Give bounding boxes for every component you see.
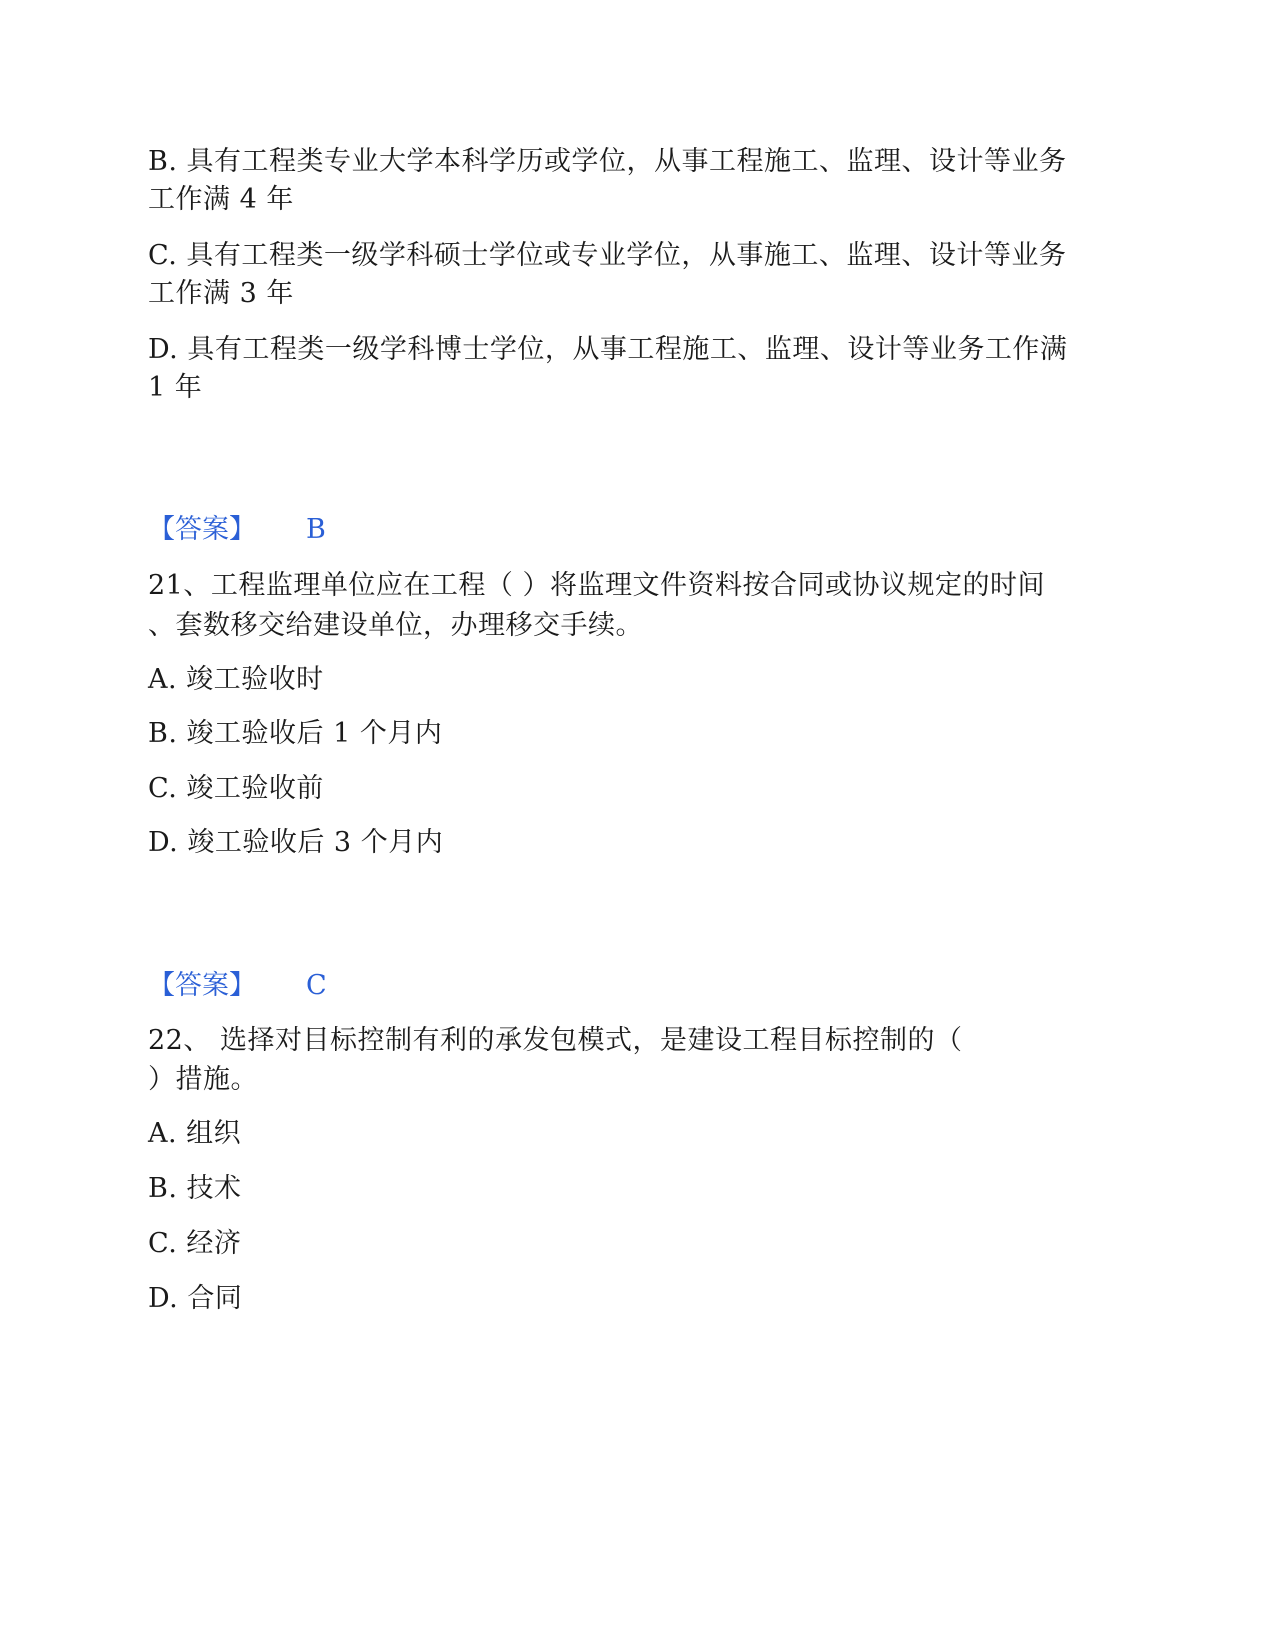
question-22-option-a: A. 组织 xyxy=(148,1118,242,1149)
question-22-option-c: C. 经济 xyxy=(148,1228,242,1259)
answer-value: C xyxy=(306,970,327,1001)
question-21-option-b: B. 竣工验收后 1 个月内 xyxy=(148,718,443,749)
question-22-option-d: D. 合同 xyxy=(148,1283,243,1314)
option-c-line-1: C. 具有工程类一级学科硕士学位或专业学位，从事施工、监理、设计等业务 xyxy=(148,240,1067,271)
question-21-option-d: D. 竣工验收后 3 个月内 xyxy=(148,827,444,858)
question-21-line-2: 、套数移交给建设单位，办理移交手续。 xyxy=(148,610,643,641)
answer-label: 【答案】 xyxy=(148,970,256,1001)
question-22-line-2: ）措施。 xyxy=(148,1064,258,1095)
option-c-line-2: 工作满 3 年 xyxy=(148,278,294,309)
answer-label: 【答案】 xyxy=(148,514,256,545)
question-21-option-a: A. 竣工验收时 xyxy=(148,664,324,695)
answer-value: B xyxy=(306,514,326,545)
question-22-option-b: B. 技术 xyxy=(148,1173,242,1204)
option-b-line-1: B. 具有工程类专业大学本科学历或学位，从事工程施工、监理、设计等业务 xyxy=(148,146,1067,177)
option-b-line-2: 工作满 4 年 xyxy=(148,184,294,215)
option-d-line-2: 1 年 xyxy=(148,372,203,403)
question-22-line-1: 22、 选择对目标控制有利的承发包模式，是建设工程目标控制的（ xyxy=(148,1025,963,1056)
option-d-line-1: D. 具有工程类一级学科博士学位，从事工程施工、监理、设计等业务工作满 xyxy=(148,334,1068,365)
question-21-option-c: C. 竣工验收前 xyxy=(148,773,324,804)
answer-21 xyxy=(148,966,327,1006)
answer-20 xyxy=(148,510,326,550)
question-21-line-1: 21、工程监理单位应在工程（ ）将监理文件资料按合同或协议规定的时间 xyxy=(148,570,1045,601)
